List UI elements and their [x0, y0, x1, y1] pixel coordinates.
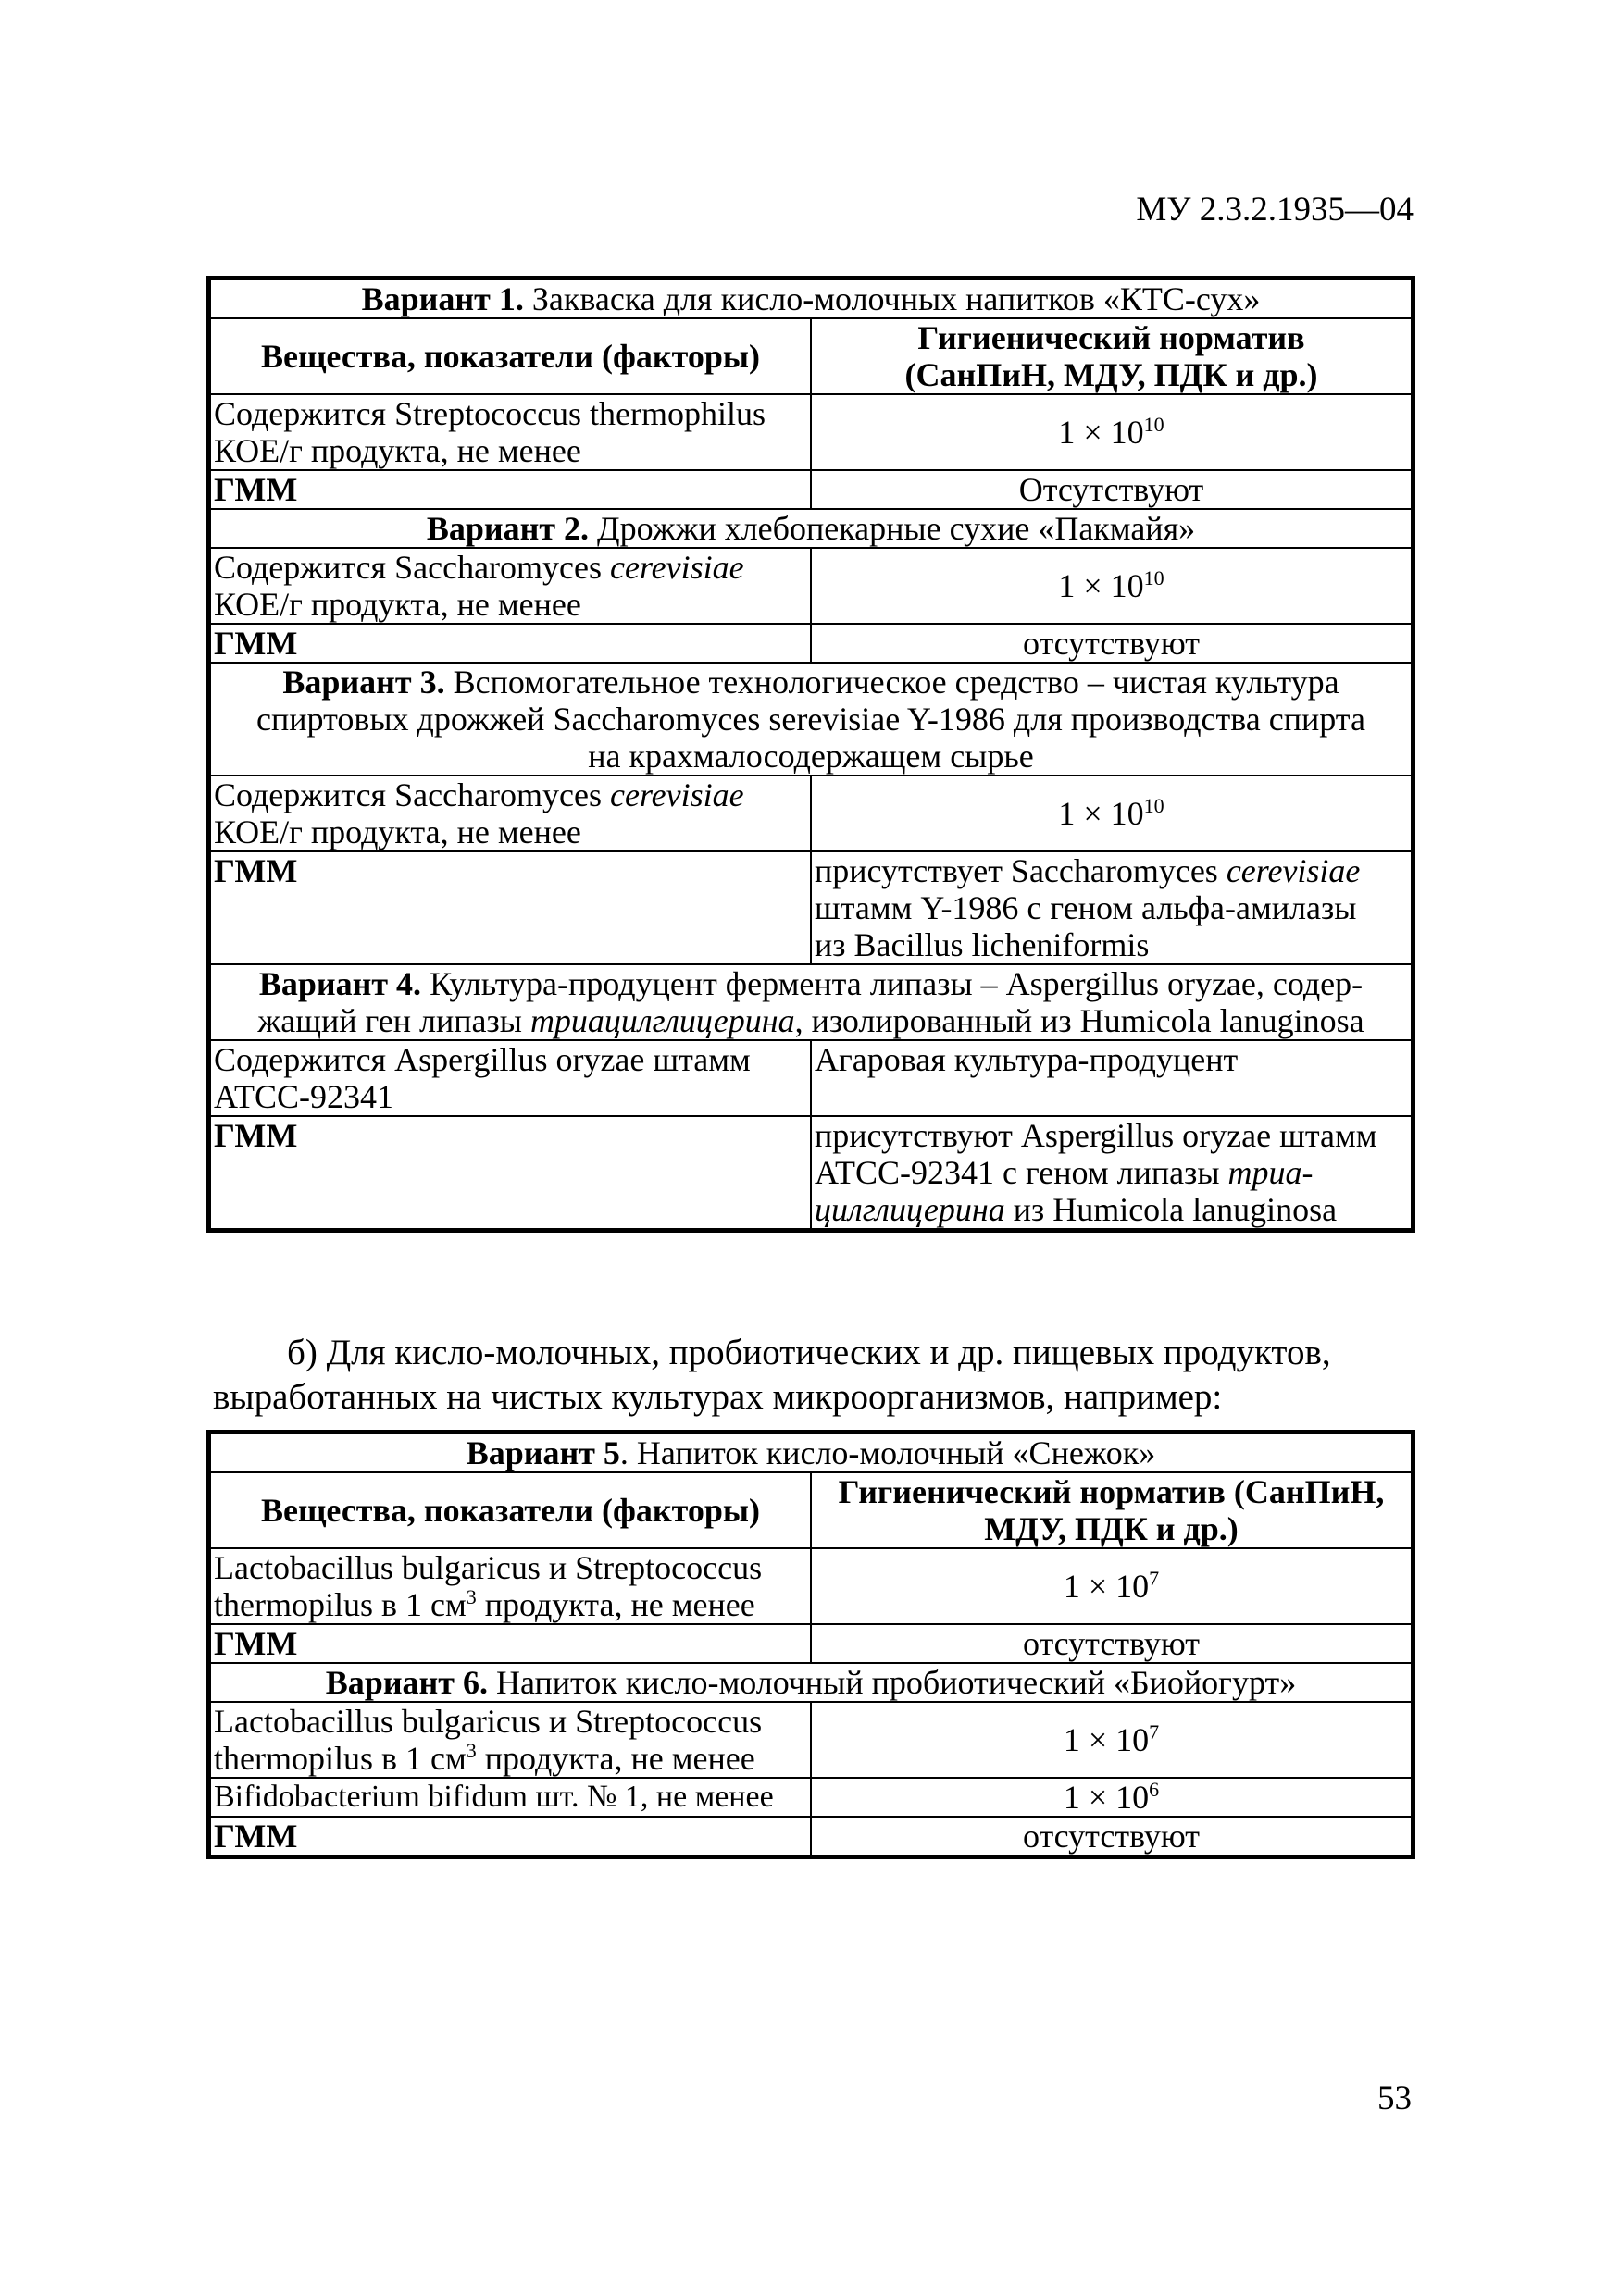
variant-title: жащий ген липазы: [257, 1002, 530, 1039]
variant-title: , изолированный из Humicola lanuginosa: [794, 1002, 1364, 1039]
column-header-substances: Вещества, показатели (факторы): [209, 318, 812, 394]
gmm-text: ГММ: [214, 625, 298, 662]
page-number: 53: [1377, 2079, 1412, 2117]
gmm-value-italic: цилглицерина: [815, 1191, 1005, 1228]
gmm-text: ГММ: [214, 1625, 298, 1662]
indicator-cell: [209, 548, 812, 624]
variant-title-row: [209, 1663, 1414, 1702]
variant-title: Вспомогательное технологическое средство – чистая культура: [444, 664, 1339, 701]
variant-title: . Напиток кисло-молочный «Снежок»: [619, 1434, 1156, 1471]
gmm-label: [209, 1116, 812, 1231]
variant-title-row: [209, 1433, 1414, 1473]
table-row: [209, 1778, 1414, 1817]
norm-exponent: 10: [1143, 413, 1164, 436]
indicator-text: продукта, не менее: [476, 1586, 755, 1623]
variant-title-row: [209, 964, 1414, 1040]
norm-cell: Агаровая культура-продуцент: [811, 1040, 1414, 1116]
indicator-cell: Bifidobacterium bifidum шт. № 1, не менее: [209, 1778, 812, 1817]
gmm-label: [209, 470, 812, 509]
table-row: [209, 1624, 1414, 1663]
variant-label: Вариант 5: [466, 1434, 620, 1471]
gmm-label: [209, 851, 812, 964]
indicator-text: КОЕ/г продукта, не менее: [214, 813, 581, 850]
indicator-italic: cerevisiae: [610, 776, 744, 813]
norm-cell: [811, 1778, 1414, 1817]
norms-table-a: [206, 276, 1415, 1233]
gmm-value-text: штамм Y-1986 с геном альфа-амилазы: [815, 889, 1357, 926]
variant-title-row: [209, 663, 1414, 776]
variant-title: Культура-продуцент фермента липазы – Aspergillus oryzae, содер-: [421, 965, 1364, 1002]
gmm-value: отсутствуют: [811, 624, 1414, 663]
norm-exponent: 10: [1143, 566, 1164, 590]
indicator-text: продукта, не менее: [476, 1740, 755, 1777]
gmm-label: [209, 1817, 812, 1857]
norm-header-line: Гигиенический норматив (СанПиН,: [838, 1473, 1385, 1510]
indicator-italic: cerevisiae: [610, 549, 744, 586]
table-row: [209, 1040, 1414, 1116]
gmm-text: ГММ: [214, 852, 298, 889]
variant-title: Напиток кисло-молочный пробиотический «Биойогурт»: [487, 1664, 1297, 1701]
norm-header-line: МДУ, ПДК и др.): [984, 1510, 1239, 1547]
norm-exponent: 7: [1149, 1567, 1160, 1590]
indicator-text: Содержится Streptococcus thermophilus: [214, 395, 766, 432]
unit-exponent: 3: [466, 1739, 477, 1762]
indicator-text: Содержится Aspergillus oryzae штамм: [214, 1041, 751, 1078]
variant-label: Вариант 3.: [282, 664, 445, 701]
indicator-text: КОЕ/г продукта, не менее: [214, 586, 581, 623]
document-code: МУ 2.3.2.1935—04: [1136, 191, 1414, 229]
norm-base: 1 × 10: [1058, 414, 1144, 451]
gmm-value-italic: cerevisiae: [1226, 852, 1361, 889]
norm-base: 1 × 10: [1058, 567, 1144, 604]
unit-exponent: 3: [466, 1585, 477, 1608]
table-row: [209, 470, 1414, 509]
norm-base: 1 × 10: [1063, 1568, 1150, 1605]
indicator-cell: [209, 394, 812, 470]
norm-base: 1 × 10: [1063, 1721, 1150, 1758]
table-row: [209, 394, 1414, 470]
table-row: [209, 851, 1414, 964]
indicator-text: Lactobacillus bulgaricus и Streptococcus: [214, 1703, 763, 1740]
indicator-cell: [209, 1702, 812, 1778]
table-row: [209, 1548, 1414, 1624]
indicator-text: thermopilus в 1 см: [214, 1586, 467, 1623]
variant-label: Вариант 1.: [361, 280, 524, 317]
gmm-text: ГММ: [214, 1117, 298, 1154]
norm-cell: [811, 776, 1414, 851]
indicator-text: КОЕ/г продукта, не менее: [214, 432, 581, 469]
gmm-text: ГММ: [214, 1818, 298, 1855]
gmm-label: [209, 1624, 812, 1663]
variant-title-row: [209, 279, 1414, 319]
norm-exponent: 6: [1149, 1778, 1160, 1801]
gmm-value: отсутствуют: [811, 1817, 1414, 1857]
indicator-cell: [209, 1548, 812, 1624]
gmm-value-text: из Humicola lanuginosa: [1004, 1191, 1338, 1228]
gmm-value-text: из Bacillus licheniformis: [815, 926, 1150, 963]
paragraph-line: б) Для кисло-молочных, пробиотических и др. пищевых продуктов,: [287, 1333, 1331, 1372]
table-row: [209, 776, 1414, 851]
column-header-norm: [811, 318, 1414, 394]
table-row: [209, 624, 1414, 663]
paragraph-line: выработанных на чистых культурах микроорганизмов, например:: [213, 1377, 1223, 1417]
gmm-value: [811, 1116, 1414, 1231]
indicator-text: Содержится Saccharomyces: [214, 549, 611, 586]
norm-cell: [811, 1702, 1414, 1778]
indicator-cell: [209, 1040, 812, 1116]
norm-cell: [811, 548, 1414, 624]
gmm-value-text: присутствует Saccharomyces: [815, 852, 1227, 889]
column-header-substances: Вещества, показатели (факторы): [209, 1472, 812, 1548]
variant-label: Вариант 2.: [426, 510, 590, 547]
gmm-value-italic: триа-: [1227, 1154, 1314, 1191]
gmm-value: отсутствуют: [811, 1624, 1414, 1663]
variant-title-italic: триацилглицерина: [529, 1002, 795, 1039]
norms-table-b: [206, 1430, 1415, 1859]
indicator-text: ATCC-92341: [214, 1078, 394, 1115]
variant-label: Вариант 4.: [258, 965, 422, 1002]
table-row: [209, 548, 1414, 624]
norm-cell: [811, 1548, 1414, 1624]
norm-header-line: (СанПиН, МДУ, ПДК и др.): [904, 356, 1318, 393]
variant-title: Дрожжи хлебопекарные сухие «Пакмайя»: [589, 510, 1196, 547]
norm-base: 1 × 10: [1063, 1779, 1150, 1816]
norm-header-line: Гигиенический норматив: [917, 319, 1305, 356]
norm-exponent: 7: [1149, 1720, 1160, 1744]
variant-title: спиртовых дрожжей Saccharomyces serevisiae Y-1986 для производства спирта: [256, 701, 1365, 738]
variant-title: Закваска для кисло-молочных напитков «КТС-сух»: [523, 280, 1261, 317]
gmm-value: [811, 851, 1414, 964]
gmm-value-text: присутствуют Aspergillus oryzae штамм: [815, 1117, 1377, 1154]
table-row: [209, 1817, 1414, 1857]
variant-label: Вариант 6.: [325, 1664, 488, 1701]
gmm-value: Отсутствуют: [811, 470, 1414, 509]
indicator-text: Lactobacillus bulgaricus и Streptococcus: [214, 1549, 763, 1586]
indicator-cell: [209, 776, 812, 851]
column-header-norm: [811, 1472, 1414, 1548]
norm-exponent: 10: [1143, 794, 1164, 817]
norm-base: 1 × 10: [1058, 795, 1144, 832]
column-header-row: [209, 1472, 1414, 1548]
table-row: [209, 1116, 1414, 1231]
indicator-text: Содержится Saccharomyces: [214, 776, 611, 813]
table-row: [209, 1702, 1414, 1778]
norm-cell: [811, 394, 1414, 470]
variant-title-row: [209, 509, 1414, 548]
gmm-value-text: ATCC-92341 с геном липазы: [815, 1154, 1228, 1191]
gmm-label: [209, 624, 812, 663]
variant-title: на крахмалосодержащем сырье: [588, 738, 1034, 775]
gmm-text: ГММ: [214, 471, 298, 508]
section-paragraph: [213, 1331, 1416, 1420]
column-header-row: [209, 318, 1414, 394]
indicator-text: thermopilus в 1 см: [214, 1740, 467, 1777]
